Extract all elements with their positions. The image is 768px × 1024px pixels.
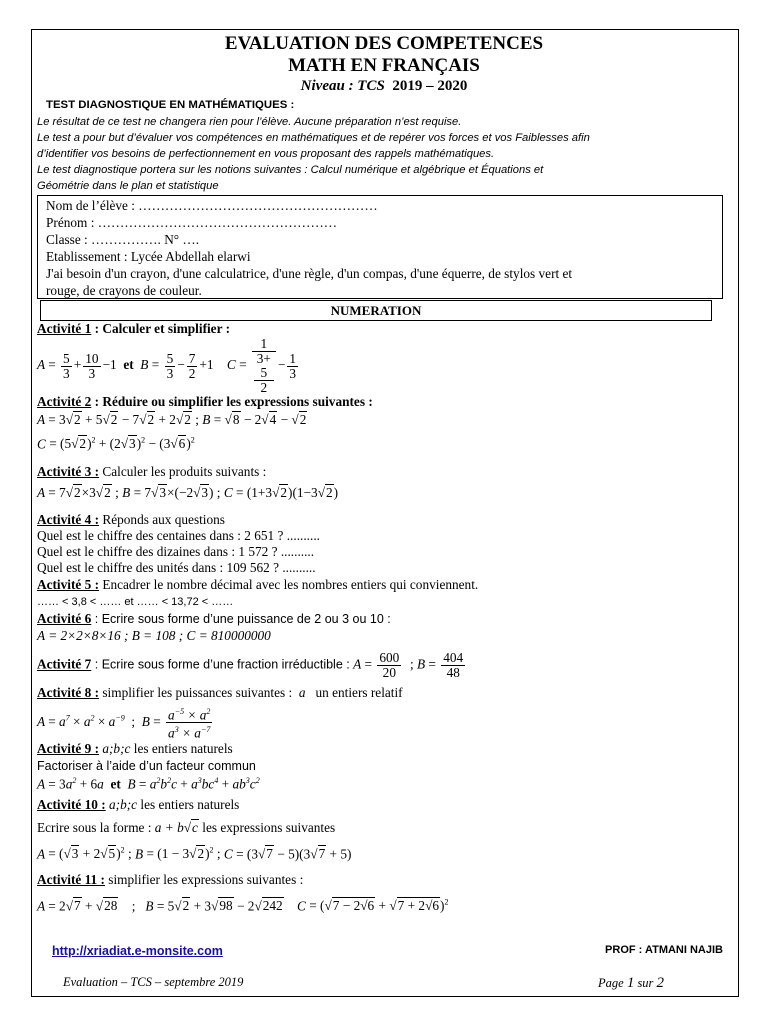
- activity-6-label: Activité 6: [37, 611, 92, 626]
- activity-4-heading: Réponds aux questions: [99, 512, 225, 527]
- activity-4-question: Quel est le chiffre des dizaines dans : 1 572 ? ..........: [37, 544, 315, 559]
- nom-field[interactable]: Nom de l’élève : ………………………………………………: [46, 198, 378, 213]
- activity-10-instruction: Ecrire sous la forme :: [37, 820, 152, 835]
- activity-8-title: Activité 8 : simplifier les puissances suivantes : a un entiers relatif: [37, 685, 403, 700]
- activity-3-label: Activité 3 :: [37, 464, 100, 479]
- activity-1-heading: : Calculer et simplifier :: [91, 321, 231, 336]
- intro-line: Le test diagnostique portera sur les notions suivantes : Calcul numérique et algébrique et Équations et: [37, 164, 544, 176]
- activity-8-label: Activité 8 :: [37, 685, 100, 700]
- activity-8-expr: $A = a^7 \times a^2 \times a^{-9}$ ; B = $\frac{a^{-5} \times a^2}{a^3 \times a^{-7}}$: [37, 707, 211, 741]
- intro-line: d’identifier vos besoins de perfectionnement en vous proposant des rappels mathématiques.: [37, 148, 495, 160]
- activity-4-title: [37, 512, 225, 528]
- prenom-field[interactable]: Prénom : ………………………………………………: [46, 215, 338, 230]
- activity-10-line: Ecrire sous la forme : a + b√c les expressions suivantes: [37, 820, 336, 835]
- footer-evaluation: Evaluation – TCS – septembre 2019: [63, 975, 244, 989]
- activity-11-heading: simplifier les expressions suivantes :: [104, 872, 304, 887]
- page-suffix: sur: [634, 976, 657, 990]
- activity-10-expr: $A = (√3 + 2√5)^2$ ; $B = (1 - 3√2)^2$ ; C = (3√7 − 5)(3√7 + 5): [37, 846, 352, 862]
- niveau-year: 2019 – 2020: [392, 78, 468, 94]
- intro-line: Le résultat de ce test ne changera rien pour l’élève. Aucune préparation n’est requise.: [37, 116, 462, 128]
- activity-5-title: [37, 577, 478, 593]
- activity-5-line: …… < 3,8 < …… et …… < 13,72 < ……: [37, 596, 234, 608]
- activity-7-heading: : Ecrire sous forme d’une fraction irréductible :: [91, 657, 350, 672]
- activity-1-expr: A = $\frac{5}{3}$ + $\frac{10}{3}$ −1 et B = $\frac{5}{3}$ − $\frac{7}{2}$ +1 C = 1 3+ 5 2 − $\frac{1}{3}$: [37, 336, 296, 395]
- activity-3-title: [37, 464, 266, 480]
- activity-9-heading: les entiers naturels: [133, 741, 233, 756]
- activity-11-expr: A = 2√7 + √28 ; B = 5√2 + 3√98 − 2√242 $C = (√7 - 2√6 + √7 + 2√6)^2$: [37, 898, 449, 914]
- activity-4-question: Quel est le chiffre des centaines dans : 2 651 ? ..........: [37, 528, 320, 543]
- activity-1-label: Activité 1: [37, 321, 92, 336]
- etablissement-text: Etablissement : Lycée Abdellah elarwi: [46, 249, 251, 264]
- materiel-text-2: rouge, de crayons de couleur.: [46, 283, 202, 298]
- activity-9-title: Activité 9 : a;b;c les entiers naturels: [37, 741, 233, 756]
- materiel-text: J'ai besoin d'un crayon, d'une calculatrice, d'une règle, d'un compas, d'une équerre, de stylos vert et: [46, 266, 573, 281]
- author-name: PROF : ATMANI NAJIB: [605, 944, 723, 956]
- activity-9-label: Activité 9 :: [37, 741, 100, 756]
- classe-field[interactable]: Classe : ……………. N° ….: [46, 232, 200, 247]
- page-prefix: Page: [598, 976, 627, 990]
- activity-3-expr: A = 7√2×3√2 ; B = 7√3×(−2√3) ; C = (1+3√2)(1−3√2): [37, 485, 339, 500]
- page-number: [598, 975, 664, 992]
- activity-10-heading: les entiers naturels: [140, 797, 240, 812]
- page-subtitle: MATH EN FRANÇAIS: [288, 55, 480, 76]
- activity-10-title: Activité 10 : a;b;c les entiers naturels: [37, 797, 240, 812]
- niveau-label: Niveau : TCS: [300, 78, 385, 94]
- activity-5-heading: Encadrer le nombre décimal avec les nombres entiers qui conviennent.: [99, 577, 479, 592]
- activity-6-title: [37, 611, 391, 627]
- section-header-numeration: NUMERATION: [40, 300, 712, 321]
- page-title: EVALUATION DES COMPETENCES: [224, 33, 544, 54]
- activity-8-heading: simplifier les puissances suivantes :: [99, 685, 293, 700]
- activity-5-label: Activité 5 :: [37, 577, 100, 592]
- niveau-line: [0, 78, 768, 95]
- activity-2-heading: : Réduire ou simplifier les expressions suivantes :: [91, 394, 373, 409]
- page-total: 2: [656, 975, 665, 991]
- activity-7-title: Activité 7 : Ecrire sous forme d’une fraction irréductible : A = $\frac{600}{20}$ ; B = $\frac{404}{48}$: [37, 650, 464, 680]
- activity-6-heading: : Ecrire sous forme d’une puissance de 2 ou 3 ou 10 :: [91, 612, 391, 626]
- activity-2-label: Activité 2: [37, 394, 92, 409]
- activity-4-label: Activité 4 :: [37, 512, 100, 527]
- activity-2-expr-1: A = 3√2 + 5√2 − 7√2 + 2√2 ; B = √8 − 2√4 − √2: [37, 412, 307, 427]
- intro-line: Géométrie dans le plan et statistique: [37, 180, 219, 192]
- activity-10-tail: les expressions suivantes: [202, 820, 336, 835]
- intro-line: Le test a pour but d’évaluer vos compétences en mathématiques et de repérer vos forces et vos Faiblesses afin: [37, 132, 590, 144]
- activity-6-expr: A = 2×2×8×16 ; B = 108 ; C = 810000000: [37, 628, 271, 643]
- page-current: 1: [626, 975, 635, 991]
- activity-1-title: [37, 321, 230, 337]
- activity-9-line: Factoriser à l’aide d’un facteur commun: [37, 759, 256, 773]
- activity-9-expr: $A = 3a^2 + 6a$ et $B = a^2b^2c + a^3bc^4 + ab^3c^2$: [37, 776, 260, 792]
- activity-11-label: Activité 11 :: [37, 872, 105, 887]
- activity-10-label: Activité 10 :: [37, 797, 106, 812]
- activity-2-title: [37, 394, 373, 410]
- website-link[interactable]: http://xriadiat.e-monsite.com: [52, 944, 223, 958]
- intro-heading: TEST DIAGNOSTIQUE EN MATHÉMATIQUES :: [46, 99, 295, 111]
- activity-11-title: [37, 872, 303, 888]
- activity-7-label: Activité 7: [37, 656, 92, 672]
- activity-2-expr-2: $C = (5√2)^2 + (2√3)^2 - (3√6)^2$: [37, 436, 195, 452]
- activity-4-question: Quel est le chiffre des unités dans : 109 562 ? ..........: [37, 560, 316, 575]
- activity-8-tail: un entiers relatif: [312, 685, 403, 700]
- activity-3-heading: Calculer les produits suivants :: [99, 464, 267, 479]
